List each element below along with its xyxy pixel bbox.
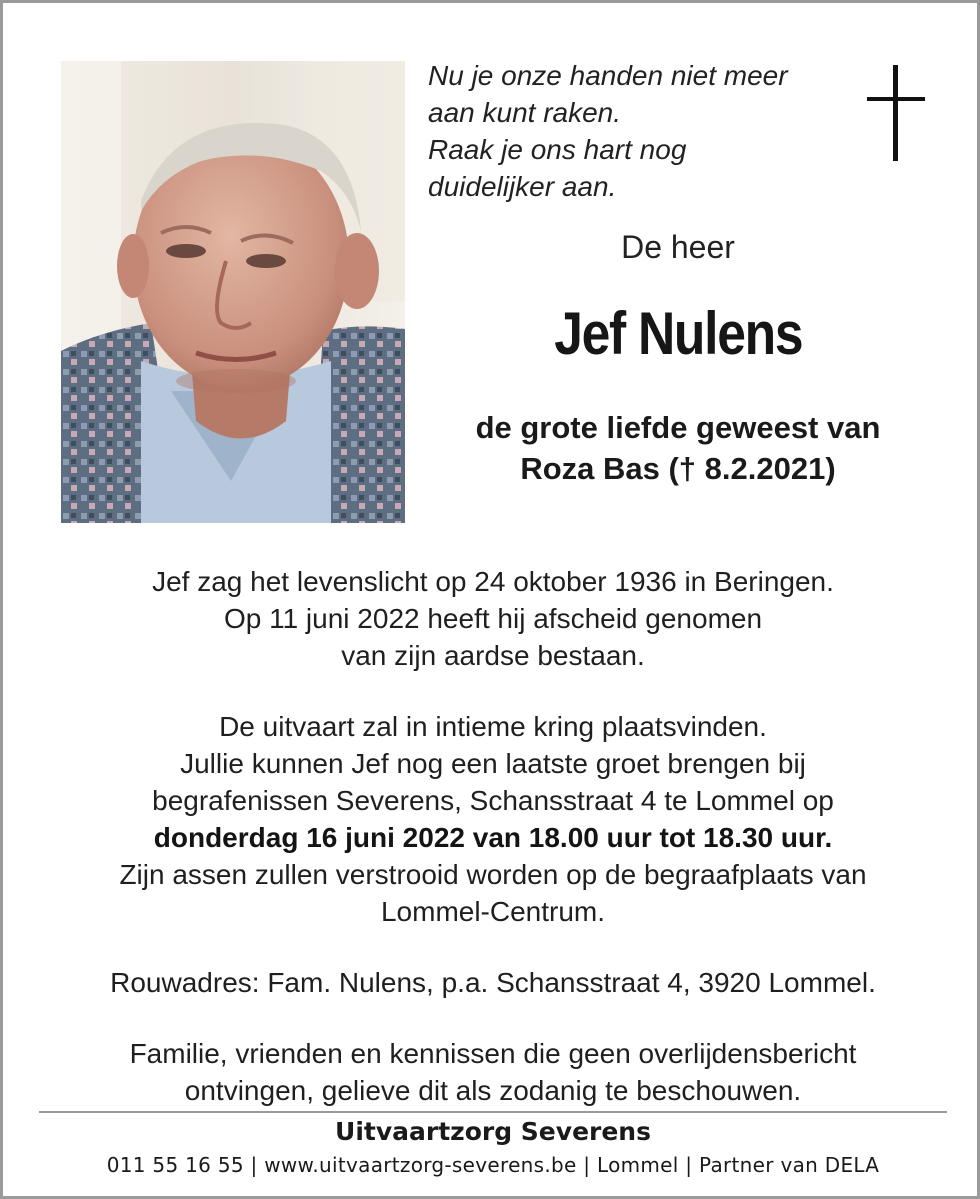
poem-line: Nu je onze handen niet meer	[428, 60, 788, 91]
portrait-photo	[61, 61, 405, 523]
text-line: van zijn aardse bestaan.	[341, 640, 645, 671]
text-line: Zijn assen zullen verstrooid worden op de begraafplaats van	[119, 859, 867, 890]
text-line: Familie, vrienden en kennissen die geen overlijdensbericht	[129, 1038, 857, 1069]
text-line: Rouwadres: Fam. Nulens, p.a. Schansstraat 4, 3920 Lommel.	[110, 967, 876, 998]
text-line: Lommel-Centrum.	[380, 896, 606, 927]
honorific: De heer	[621, 229, 735, 265]
text-line: De uitvaart zal in intieme kring plaatsvinden.	[219, 711, 767, 742]
closing-paragraph	[43, 1035, 943, 1109]
relation-line: de grote liefde geweest van	[475, 410, 881, 445]
deceased-name-text: Jef Nulens	[553, 300, 803, 367]
text-line: Jullie kunnen Jef nog een laatste groet brengen bij	[180, 748, 806, 779]
funeral-datetime: donderdag 16 juni 2022 van 18.00 uur tot 18.30 uur.	[153, 822, 833, 853]
announcement-body	[43, 563, 943, 1143]
mourning-address	[43, 964, 943, 1001]
text-line: Jef zag het levenslicht op 24 oktober 1936 in Beringen.	[152, 566, 834, 597]
cross-icon	[867, 65, 925, 161]
poem-line: aan kunt raken.	[428, 97, 622, 128]
poem-line: Raak je ons hart nog	[428, 134, 687, 165]
funeral-home-name: Uitvaartzorg Severens	[335, 1117, 651, 1146]
poem-line: duidelijker aan.	[428, 171, 617, 202]
poem	[428, 57, 788, 205]
funeral-paragraph	[43, 708, 943, 930]
relation-line: Roza Bas († 8.2.2021)	[520, 451, 836, 486]
text-line: begrafenissen Severens, Schansstraat 4 te Lommel op	[152, 785, 834, 816]
birth-death-paragraph	[43, 563, 943, 674]
footer-divider	[39, 1111, 947, 1113]
relation-text	[423, 407, 933, 489]
portrait-illustration	[61, 61, 405, 523]
funeral-home-contact: 011 55 16 55 | www.uitvaartzorg-severens.be | Lommel | Partner van DELA	[106, 1153, 880, 1177]
deceased-name	[423, 299, 933, 368]
text-line: Op 11 juni 2022 heeft hij afscheid genomen	[223, 603, 763, 634]
text-line: ontvingen, gelieve dit als zodanig te beschouwen.	[184, 1075, 802, 1106]
